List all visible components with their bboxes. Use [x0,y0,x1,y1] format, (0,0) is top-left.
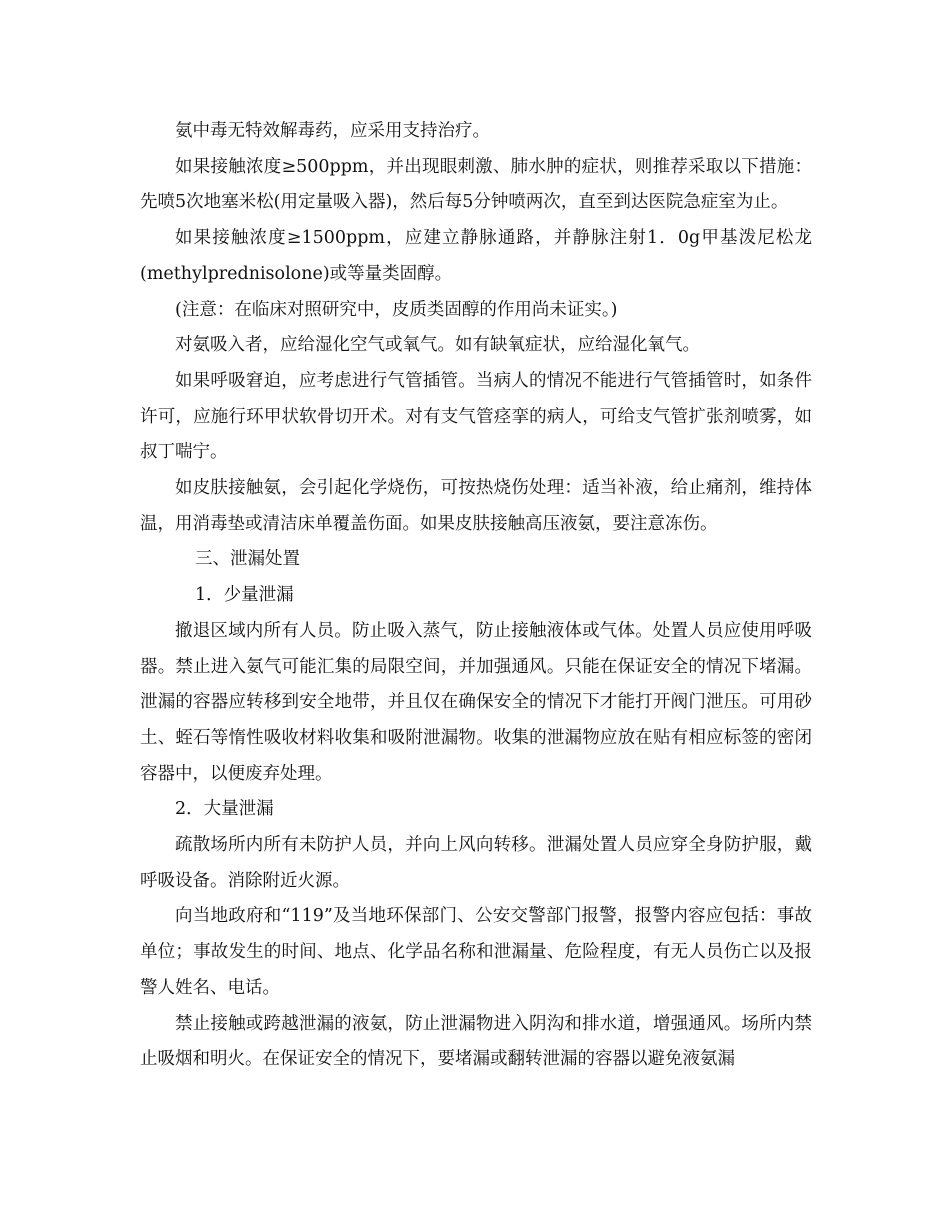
paragraph-no-antidote: 氨中毒无特效解毒药，应采用支持治疗。 [175,121,490,141]
paragraph-small-leak: 撤退区域内所有人员。防止吸入蒸气，防止接触液体或气体。处置人员应使用呼吸器。禁止进入氨气可能汇集的局限空间，并加强通风。只能在保证安全的情况下堵漏。泄漏的容器应转移到安全地带，并且仅在确保安全的情况下才能打开阀门泄压。可用砂土、蛭石等惰性吸收材料收集和吸附泄漏物。收集的泄漏物应放在贴有相应标签的密闭容器中，以便废弃处理。 [140,620,812,784]
subheading-small-leak: 1．少量泄漏 [195,585,294,606]
paragraph-1500ppm-measures: 如果接触浓度≥1500ppm，应建立静脉通路，并静脉注射1．0g甲基泼尼松龙(methylprednisolone)或等量类固醇。 [140,228,812,284]
document-body [140,114,812,1078]
paragraph-evacuate: 疏散场所内所有未防护人员，并向上风向转移。泄漏处置人员应穿全身防护服，戴呼吸设备。消除附近火源。 [140,835,812,891]
paragraph-report-police: 向当地政府和“119”及当地环保部门、公安交警部门报警，报警内容应包括：事故单位；事故发生的时间、地点、化学品名称和泄漏量、危险程度，有无人员伤亡以及报警人姓名、电话。 [140,906,812,998]
paragraph-500ppm-measures: 如果接触浓度≥500ppm，并出现眼刺激、肺水肿的症状，则推荐采取以下措施：先喷5次地塞米松(用定量吸入器)，然后每5分钟喷两次，直至到达医院急症室为止。 [140,156,812,213]
subheading-large-leak: 2．大量泄漏 [175,799,274,820]
paragraph-oxygen: 对氨吸入者，应给湿化空气或氧气。如有缺氧症状，应给湿化氧气。 [175,335,700,356]
paragraph-respiratory-distress: 如果呼吸窘迫，应考虑进行气管插管。当病人的情况不能进行气管插管时，如条件许可，应施行环甲状软骨切开术。对有支气管痉挛的病人，可给支气管扩张剂喷雾，如叔丁喘宁。 [140,370,812,463]
paragraph-note: (注意：在临床对照研究中，皮质类固醇的作用尚未证实。) [175,299,618,320]
paragraph-no-contact: 禁止接触或跨越泄漏的液氨，防止泄漏物进入阴沟和排水道，增强通风。场所内禁止吸烟和明火。在保证安全的情况下，要堵漏或翻转泄漏的容器以避免液氨漏 [140,1013,812,1070]
paragraph-skin-contact: 如皮肤接触氨，会引起化学烧伤，可按热烧伤处理：适当补液，给止痛剂，维持体温，用消毒垫或清洁床单覆盖伤面。如果皮肤接触高压液氨，要注意冻伤。 [140,478,812,534]
section-heading-leak-handling: 三、泄漏处置 [195,549,300,570]
